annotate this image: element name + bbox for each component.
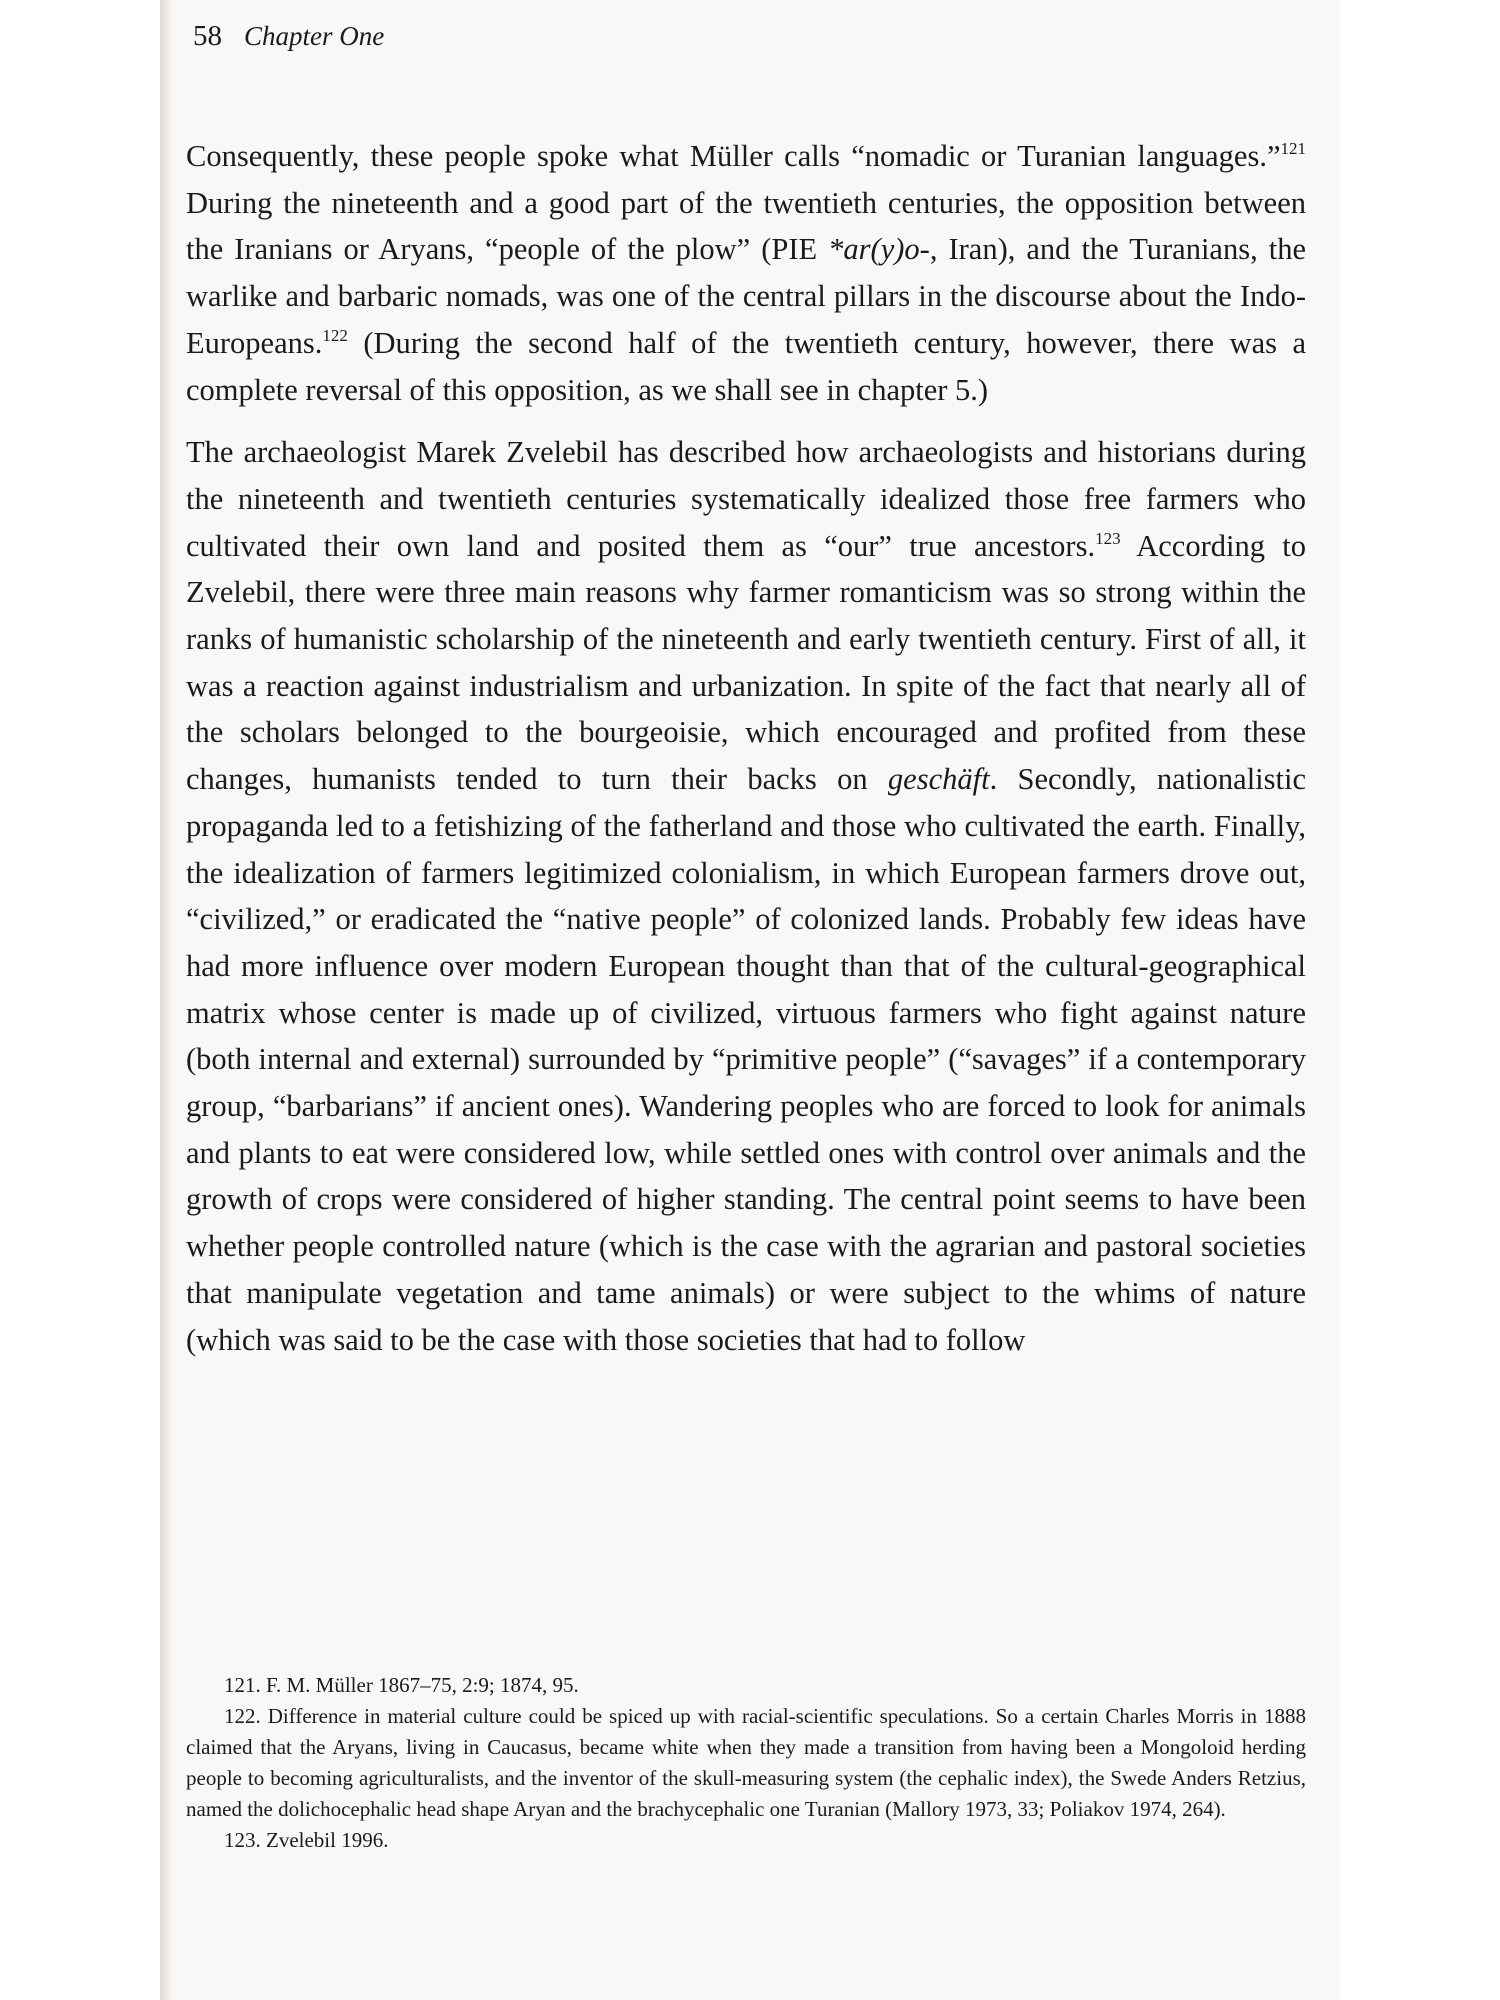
paragraph-2 <box>186 429 1306 1363</box>
paragraph-1 <box>186 133 1306 413</box>
text-run: During the nineteenth and a good part of the twentieth centuries, the opposition between the Iranians or Aryans, “people of the plow” (PIE <box>186 185 1306 267</box>
text-run: According to Zvelebil, there were three main reasons why farmer romanticism was so strong within the ranks of humanistic scholarship of the nineteenth and early twentieth century. First of all, it was a reaction against industrialism and urbanization. In spite of the fact that nearly all of the scholars belonged to the bourgeoisie, which encouraged and profited from these changes, humanists tended to turn their backs on <box>186 528 1306 797</box>
page-number: 58 <box>193 20 222 52</box>
text-run: . Secondly, nationalistic propaganda led to a fetishizing of the fatherland and those who cultivated the earth. Finally, the idealization of farmers legitimized colonialism, in which European farmers drove out, “civilized,” or eradicated the “native people” of colonized lands. Probably few ideas have had more influence over modern European thought than that of the cultural-geographical matrix whose center is made up of civilized, virtuous farmers who fight against nature (both internal and external) surrounded by “primitive people” (“savages” if a contemporary group, “barbarians” if ancient ones). Wandering peoples who are forced to look for animals and plants to eat were considered low, while settled ones with control over animals and the growth of crops were considered of higher standing. The central point seems to have been whether people controlled nature (which is the case with the agrarian and pastoral societies that manipulate vegetation and tame animals) or were subject to the whims of nature (which was said to be the case with those societies that had to follow <box>186 762 1307 1357</box>
body-text <box>186 133 1306 1363</box>
footnote-121: 121. F. M. Müller 1867–75, 2:9; 1874, 95. <box>224 1673 579 1697</box>
footnote-ref-123: 123 <box>1095 528 1121 548</box>
text-run: , Iran), and the Turanians, the warlike and barbaric nomads, was one of the central pillars in the discourse about the Indo-Europeans. <box>186 232 1306 360</box>
footnote-123: 123. Zvelebil 1996. <box>224 1828 389 1852</box>
italic-term: geschäft <box>887 762 990 797</box>
footnote-ref-121: 121 <box>1280 139 1306 158</box>
footnote-ref-122: 122 <box>322 325 348 345</box>
footnote-122: 122. Difference in material culture could be spiced up with racial-scientific speculations. So a certain Charles Morris in 1888 claimed that the Aryans, living in Caucasus, became white when they made a transition from having been a Mongoloid herding people to becoming agriculturalists, and the inventor of the skull-measuring system (the cephalic index), the Swede Anders Retzius, named the dolichocephalic head shape Aryan and the brachycephalic one Turanian (Mallory 1973, 33; Poliakov 1974, 264). <box>186 1704 1306 1821</box>
text-run: The archaeologist Marek Zvelebil has described how archaeologists and historians during the nineteenth and twentieth centuries systematically idealized those free farmers who cultivated their own land and posited them as “our” true ancestors. <box>186 435 1306 563</box>
text-run: Consequently, these people spoke what Müller calls “nomadic or Turanian languages.” <box>186 139 1281 173</box>
running-header <box>193 20 384 60</box>
chapter-title: Chapter One <box>244 21 385 51</box>
page-gutter-shadow <box>160 0 174 2000</box>
text-run: (During the second half of the twentieth century, however, there was a complete reversal of this opposition, as we shall see in chapter 5.) <box>186 325 1306 407</box>
footnotes <box>186 1670 1306 1856</box>
italic-term: *ar(y)o- <box>828 232 930 267</box>
